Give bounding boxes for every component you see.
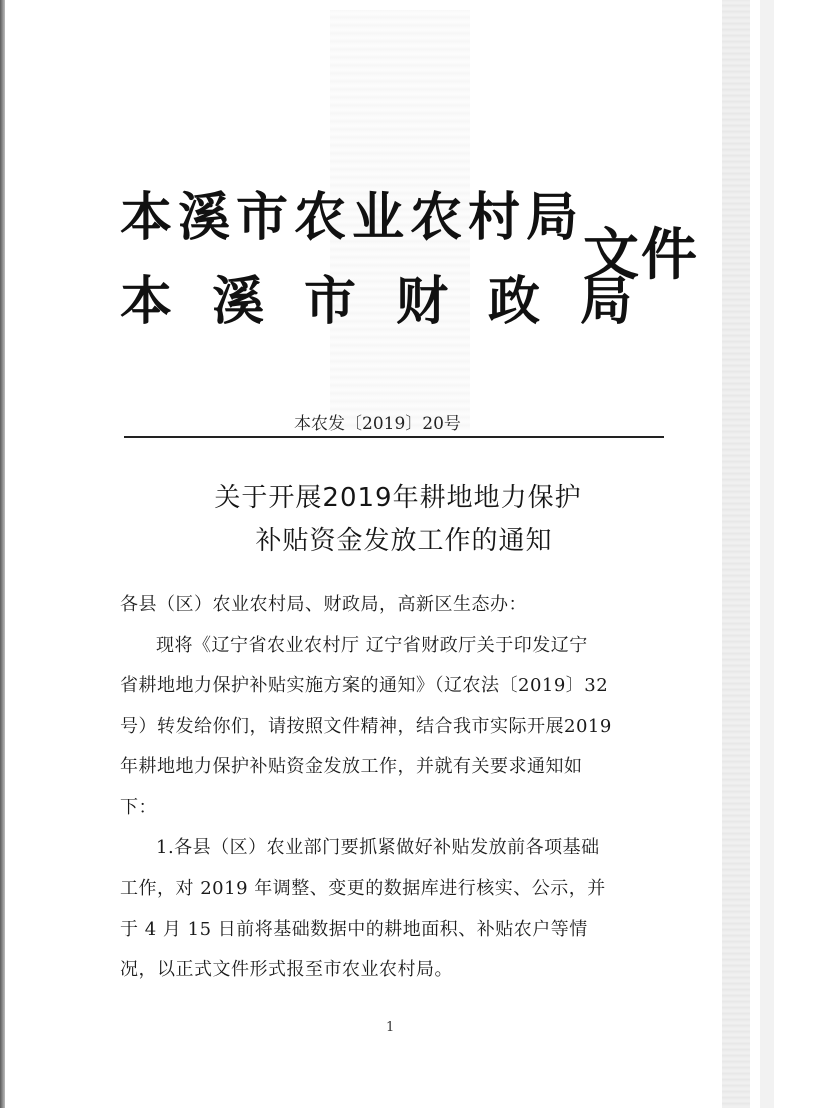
- issuing-org-finance: 本溪市财政局: [120, 272, 673, 332]
- document-title-line1: 关于开展2019年耕地地力保护: [214, 483, 582, 513]
- body-line: 工作，对 2019 年调整、变更的数据库进行核实、公示，并: [120, 878, 606, 899]
- body-line: 1.各县（区）农业部门要抓紧做好补贴发放前各项基础: [156, 837, 600, 858]
- document-title-line2: 补贴资金发放工作的通知: [255, 526, 553, 556]
- body-line: 况，以正式文件形式报至市农业农村局。: [120, 959, 453, 980]
- body-line: 年耕地地力保护补贴资金发放工作，并就有关要求通知如: [120, 756, 583, 777]
- body-line: 省耕地地力保护补贴实施方案的通知》（辽农法〔2019〕32: [120, 675, 609, 696]
- document-label: 文件: [583, 223, 699, 288]
- body-line: 现将《辽宁省农业农村厅 辽宁省财政厅关于印发辽宁: [156, 635, 588, 656]
- body-line: 于 4 月 15 日前将基础数据中的耕地面积、补贴农户等情: [120, 919, 588, 940]
- document-number: 本农发〔2019〕20号: [294, 414, 461, 434]
- body-line: 号）转发给你们，请按照文件精神，结合我市实际开展2019: [120, 716, 612, 737]
- body-line: 下：: [120, 797, 157, 818]
- salutation: 各县（区）农业农村局、财政局，高新区生态办：: [120, 594, 527, 615]
- issuing-org-agriculture: 本溪市农业农村局: [120, 188, 585, 248]
- header-divider: [124, 436, 664, 438]
- page-number: 1: [386, 1020, 395, 1035]
